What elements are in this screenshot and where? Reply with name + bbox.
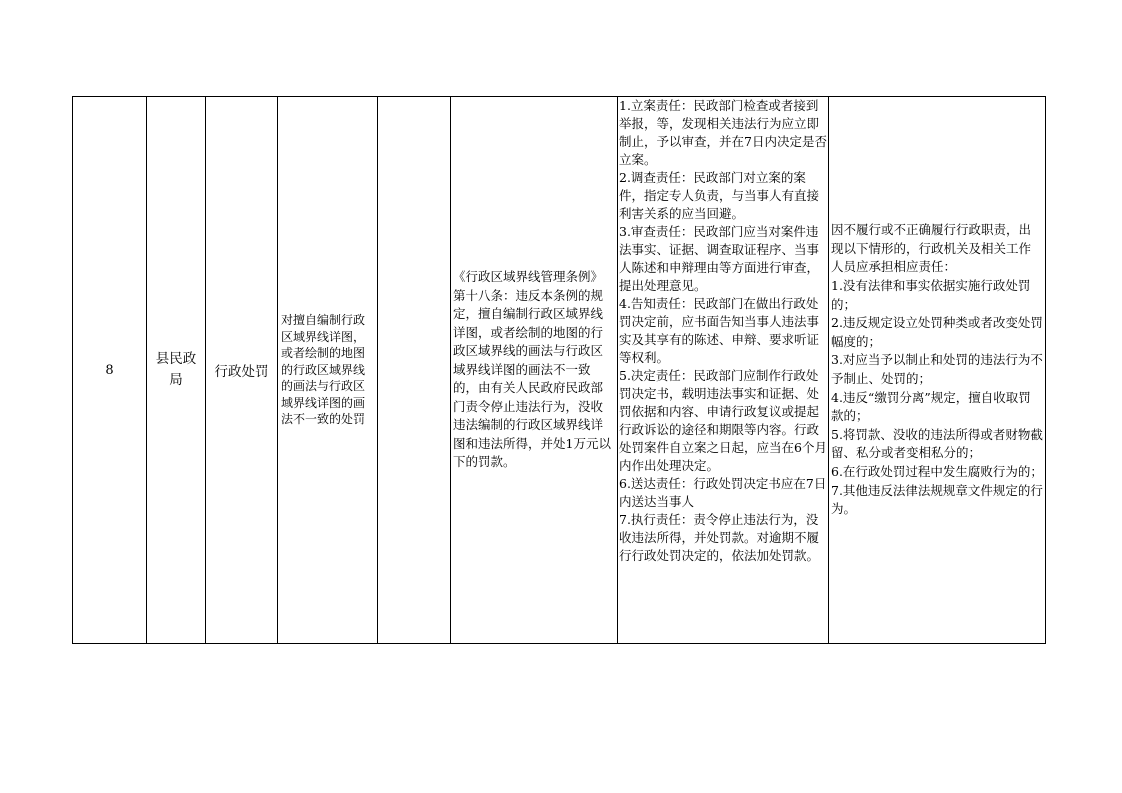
accountability-item: 1.没有法律和事实依据实施行政处罚的；: [831, 278, 1031, 312]
row-number-cell: 8: [73, 97, 147, 644]
responsibility-item: 2.调查责任：民政部门对立案的案件，指定专人负责，与当事人有直接利害关系的应当回避。: [619, 170, 820, 221]
accountability-item: 7.其他违反法律法规规章文件规定的行为。: [831, 482, 1043, 517]
responsibility-item: 4.告知责任：民政部门在做出行政处罚决定前，应书面告知当事人违法事实及其享有的陈述、申辩、要求听证等权利。: [619, 296, 820, 365]
power-type-cell: 行政处罚: [206, 97, 278, 644]
accountability-cell: [829, 97, 1046, 644]
responsibility-item: 1.立案责任：民政部门检查或者接到举报，等，发现相关违法行为应立即制止，予以审查，并在7日内决定是否立案。: [619, 98, 827, 167]
responsibility-item: 3.审查责任：民政部门应当对案件违法事实、证据、调查取证程序、当事人陈述和申辩理由等方面进行审查，提出处理意见。: [619, 224, 820, 293]
accountability-item: 2.违反规定设立处罚种类或者改变处罚幅度的；: [831, 315, 1043, 349]
power-list-table: [72, 96, 1046, 644]
responsibility-item: 6.送达责任：行政处罚决定书应在7日内送达当事人: [619, 476, 827, 509]
accountability-item: 因不履行或不正确履行行政职责，出现以下情形的，行政机关及相关工作人员应承担相应责任：: [831, 222, 1032, 275]
responsibilities-cell: [618, 97, 829, 644]
accountability-item: 6.在行政处罚过程中发生腐败行为的；: [831, 463, 1043, 479]
responsibility-item: 5.决定责任：民政部门应制作行政处罚决定书，载明违法事实和证据、处罚依据和内容、申请行政复议或提起行政诉讼的途径和期限等内容。行政处罚案件自立案之日起，应当在6个月内作出处理决定。: [619, 368, 827, 473]
legal-basis-cell: 《行政区域界线管理条例》第十八条：违反本条例的规定，擅自编制行政区域界线详图，或者绘制的地图的行政区域界线的画法与行政区域界线详图的画法不一致的，由有关人民政府民政部门责令停止违法行为，没收违法编制的行政区域界线详图和违法所得，并处1万元以下的罚款。: [451, 97, 618, 644]
table-row: [73, 97, 1046, 644]
accountability-item: 5.将罚款、没收的违法所得或者财物截留、私分或者变相私分的；: [831, 426, 1043, 461]
accountability-item: 3.对应当予以制止和处罚的违法行为不予制止、处罚的；: [831, 352, 1043, 386]
department-cell: 县民政局: [147, 97, 206, 644]
empty-cell: [378, 97, 451, 644]
accountability-item: 4.违反“缴罚分离”规定，擅自收取罚款的；: [831, 389, 1031, 424]
item-name-cell: 对擅自编制行政区域界线详图，或者绘制的地图的行政区域界线的画法与行政区域界线详图的画法不一致的处罚: [278, 97, 378, 644]
responsibilities-list: [619, 97, 827, 643]
responsibility-item: 7.执行责任：责令停止违法行为，没收违法所得，并处罚款。对逾期不履行行政处罚决定的，依法加处罚款。: [619, 512, 820, 563]
